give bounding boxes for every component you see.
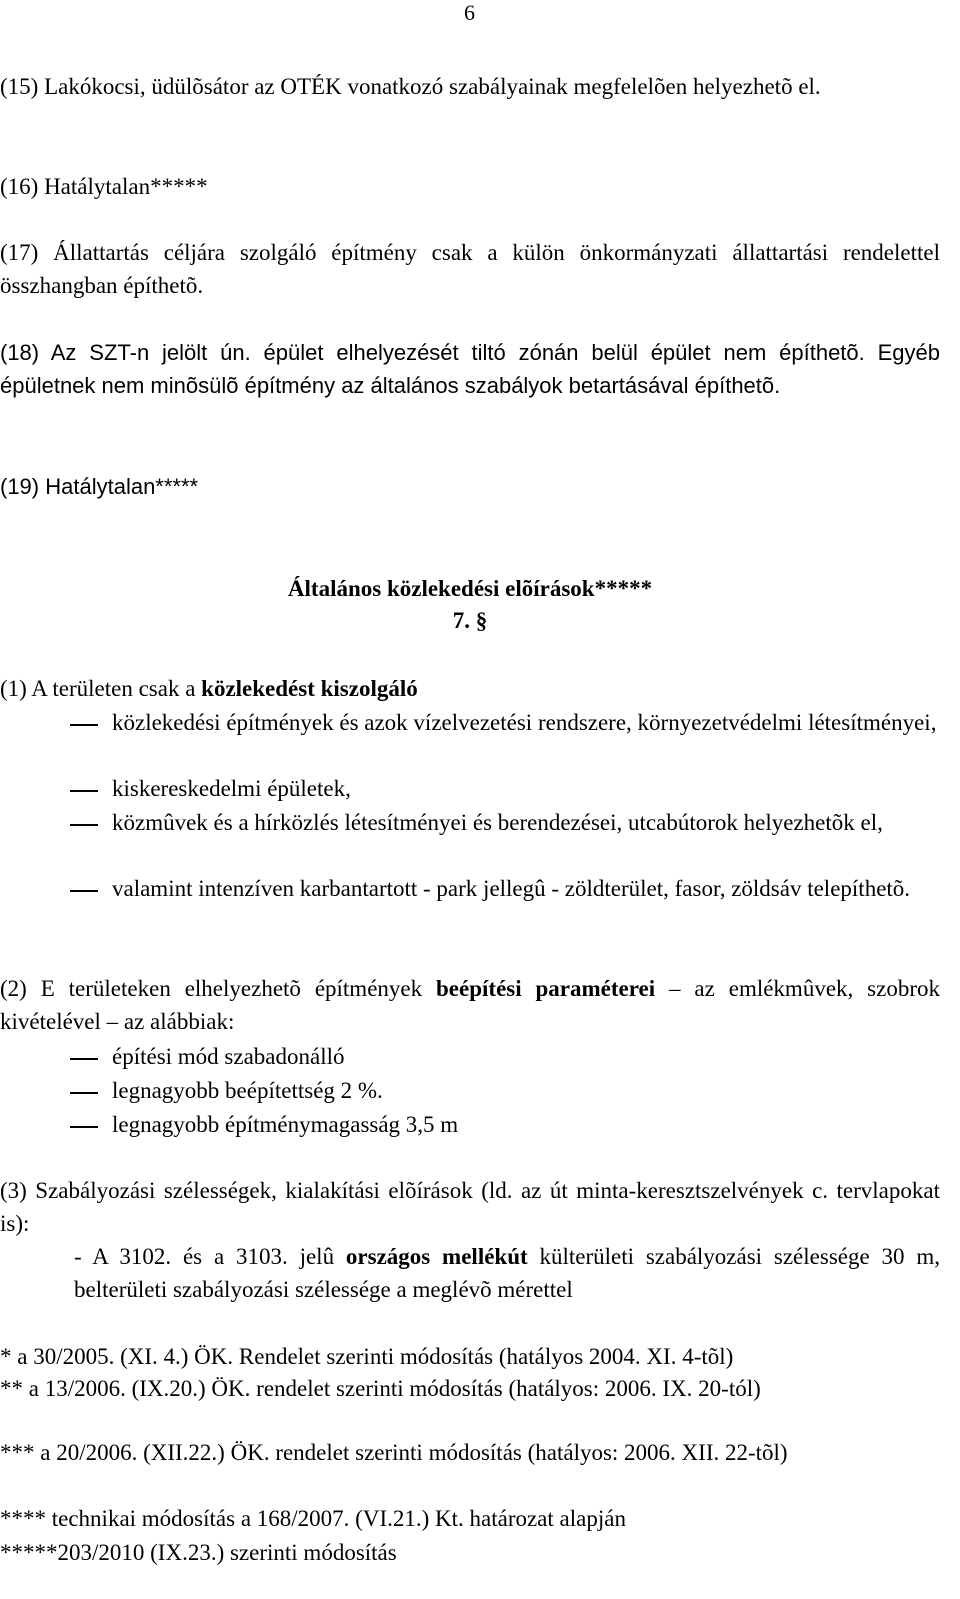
dash-bullet — [0, 872, 98, 905]
footnote: ** a 13/2006. (IX.20.) ÖK. rendelet szerinti módosítás (hatályos: 2006. IX. 20-tól) — [0, 1376, 761, 1401]
subsection-3-item-bold: országos mellékút — [345, 1244, 528, 1269]
dash-bullet — [0, 1074, 98, 1107]
page-number: 6 — [464, 0, 475, 25]
subsection-1-intro — [0, 672, 940, 705]
dash-bullet — [0, 1040, 98, 1073]
paragraph-16: (16) Hatálytalan***** — [0, 174, 208, 199]
subsection-1-intro-text: (1) A területen csak a — [0, 676, 202, 701]
list-item: legnagyobb beépítettség 2 %. — [112, 1078, 383, 1103]
paragraph-17: (17) Állattartás céljára szolgáló építmény csak a külön önkormányzati állattartási rendelettel összhangban építhetõ. — [0, 240, 940, 298]
dash-bullet — [0, 1108, 98, 1141]
subsection-2-intro-rest: – az emlékmûvek, szobrok kivételével – az alábbiak: — [0, 976, 940, 1034]
subsection-3-item — [74, 1240, 940, 1306]
section-title: Általános közlekedési elõírások***** — [287, 576, 653, 601]
footnote: *****203/2010 (IX.23.) szerinti módosítás — [0, 1540, 397, 1565]
subsection-2-intro-bold: beépítési paraméterei — [436, 976, 656, 1001]
list-item: kiskereskedelmi épületek, — [112, 776, 351, 801]
subsection-1-intro-bold: közlekedést kiszolgáló — [201, 676, 418, 701]
footnote: **** technikai módosítás a 168/2007. (VI.21.) Kt. határozat alapján — [0, 1506, 626, 1531]
paragraph-15: (15) Lakókocsi, üdülõsátor az OTÉK vonatkozó szabályainak megfelelõen helyezhetõ el. — [0, 74, 821, 99]
subsection-3-item-text: - A 3102. és a 3103. jelû — [74, 1244, 346, 1269]
subsection-2-intro — [0, 972, 940, 1038]
list-item: közlekedési építmények és azok vízelvezetési rendszere, környezetvédelmi létesítményei, — [112, 710, 937, 735]
list-item: építési mód szabadonálló — [112, 1044, 345, 1069]
section-number: 7. § — [452, 608, 488, 633]
list-item: valamint intenzíven karbantartott - park jellegû - zöldterület, fasor, zöldsáv telepíthetõ. — [112, 876, 911, 901]
dash-bullet — [0, 806, 98, 839]
paragraph-18: (18) Az SZT-n jelölt ún. épület elhelyezését tiltó zónán belül épület nem építhetõ. Egyéb épületnek nem minõsülõ építmény az általános szabályok betartásával építhetõ. — [0, 340, 940, 398]
list-item: legnagyobb építménymagasság 3,5 m — [112, 1112, 459, 1137]
paragraph-19: (19) Hatálytalan***** — [0, 474, 199, 499]
footnote: * a 30/2005. (XI. 4.) ÖK. Rendelet szerinti módosítás (hatályos 2004. XI. 4-tõl) — [0, 1344, 734, 1369]
subsection-3-item-rest: külterületi szabályozási szélessége 30 m, belterületi szabályozási szélessége a meglévõ mérettel — [74, 1244, 940, 1302]
dash-bullet — [0, 706, 98, 739]
dash-bullet — [0, 772, 98, 805]
subsection-2-intro-text: (2) E területeken elhelyezhetõ építmények — [0, 976, 437, 1001]
list-item: közmûvek és a hírközlés létesítményei és berendezései, utcabútorok helyezhetõk el, — [112, 810, 883, 835]
footnote: *** a 20/2006. (XII.22.) ÖK. rendelet szerinti módosítás (hatályos: 2006. XII. 22-tõl) — [0, 1440, 788, 1465]
subsection-3-intro: (3) Szabályozási szélességek, kialakítási elõírások (ld. az út minta-keresztszelvények c. tervlapokat is): — [0, 1178, 940, 1236]
